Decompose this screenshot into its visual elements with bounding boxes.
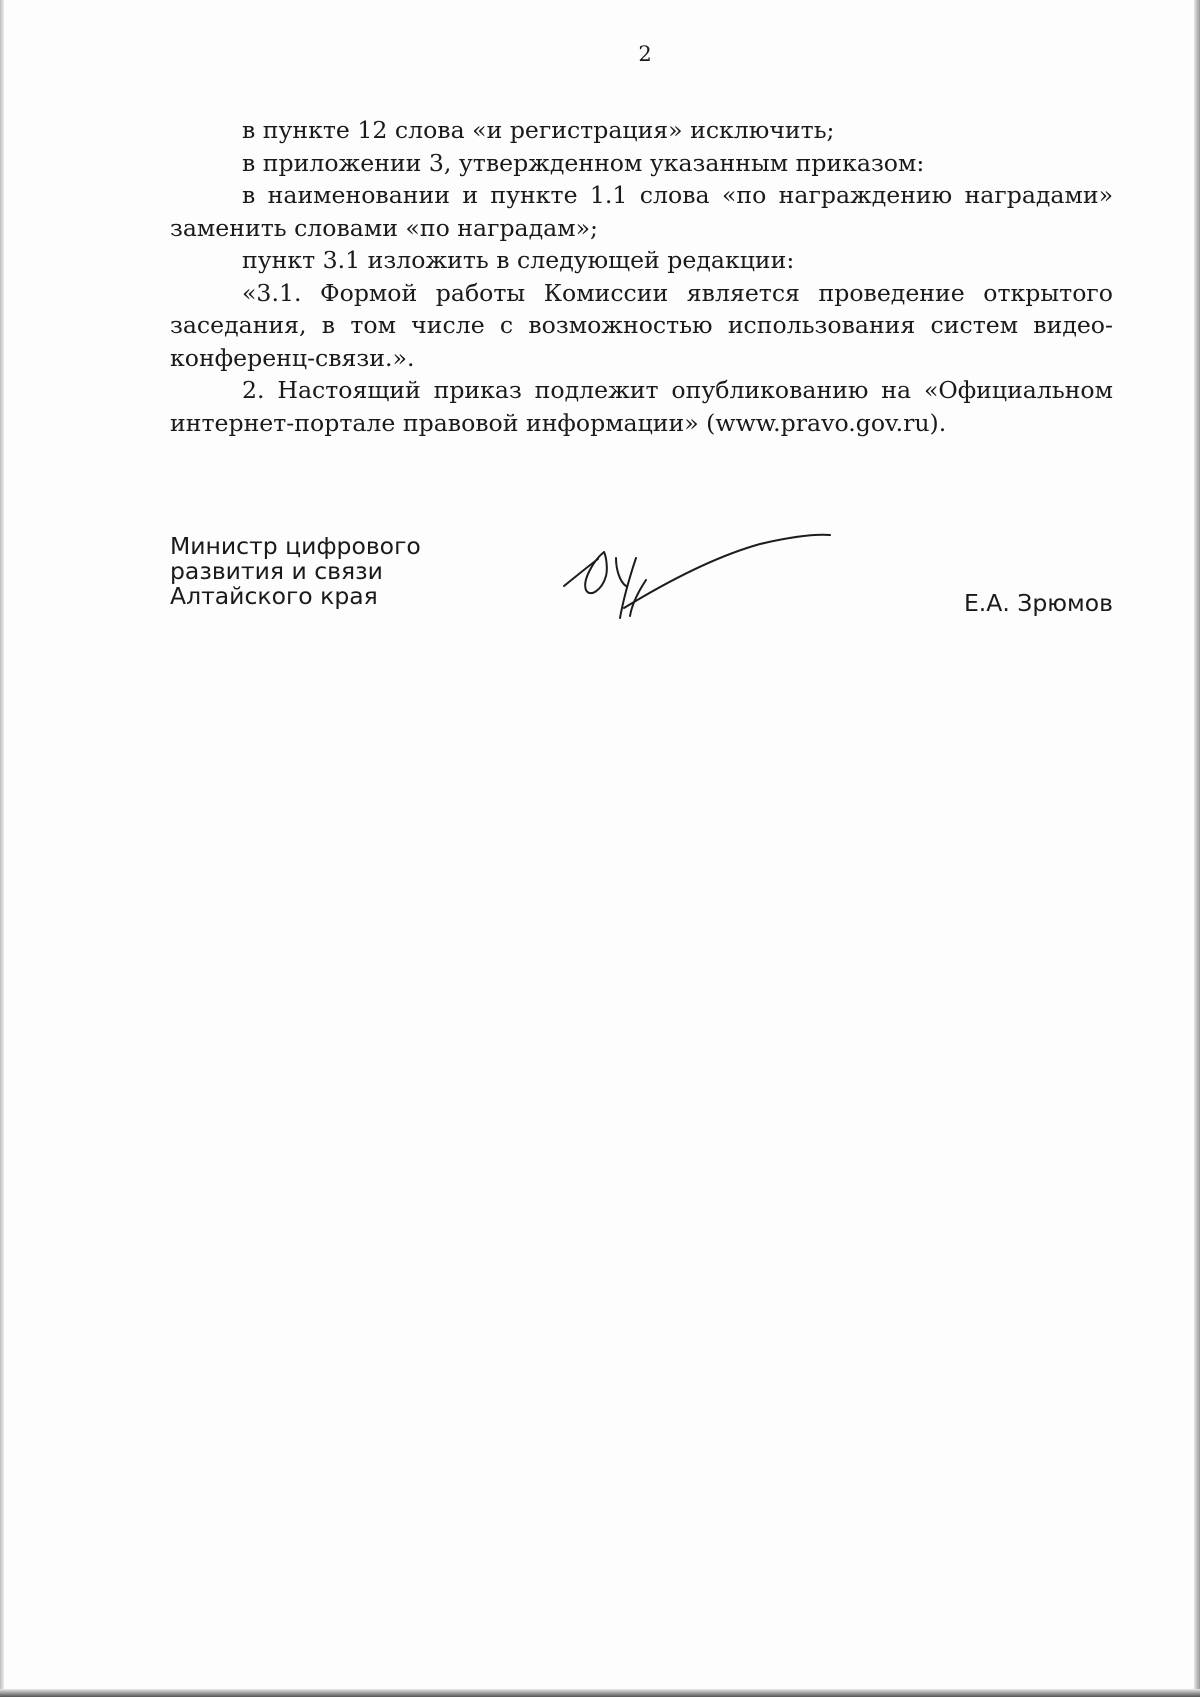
scan-edge-left [0, 0, 4, 1697]
paragraph: в наименовании и пункте 1.1 слова «по награждению наградами» заменить словами «по наградам»; [170, 181, 1113, 242]
document-body [170, 114, 1113, 439]
paragraph: в пункте 12 слова «и регистрация» исключить; [242, 116, 835, 144]
signer-position-line: Министр цифрового [170, 532, 421, 560]
scan-edge-bottom [0, 1689, 1200, 1697]
handwritten-signature [560, 528, 840, 623]
signer-position [170, 534, 421, 609]
signer-position-line: развития и связи [170, 557, 383, 585]
signer-position-line: Алтайского края [170, 582, 378, 610]
scan-edge-right [1194, 0, 1200, 1697]
paragraph: «3.1. Формой работы Комиссии является проведение открытого заседания, в том числе с возможностью использования систем видео-конференц-связи.». [170, 278, 1113, 372]
signer-name: Е.А. Зрюмов [963, 589, 1113, 617]
paragraph: в приложении 3, утвержденном указанным приказом: [242, 148, 925, 177]
paragraph: пункт 3.1 изложить в следующей редакции: [242, 246, 795, 274]
page-number: 2 [638, 42, 652, 66]
paragraph: 2. Настоящий приказ подлежит опубликованию на «Официальном интернет-портале правовой информации» (www.pravo.gov.ru). [170, 376, 1113, 437]
